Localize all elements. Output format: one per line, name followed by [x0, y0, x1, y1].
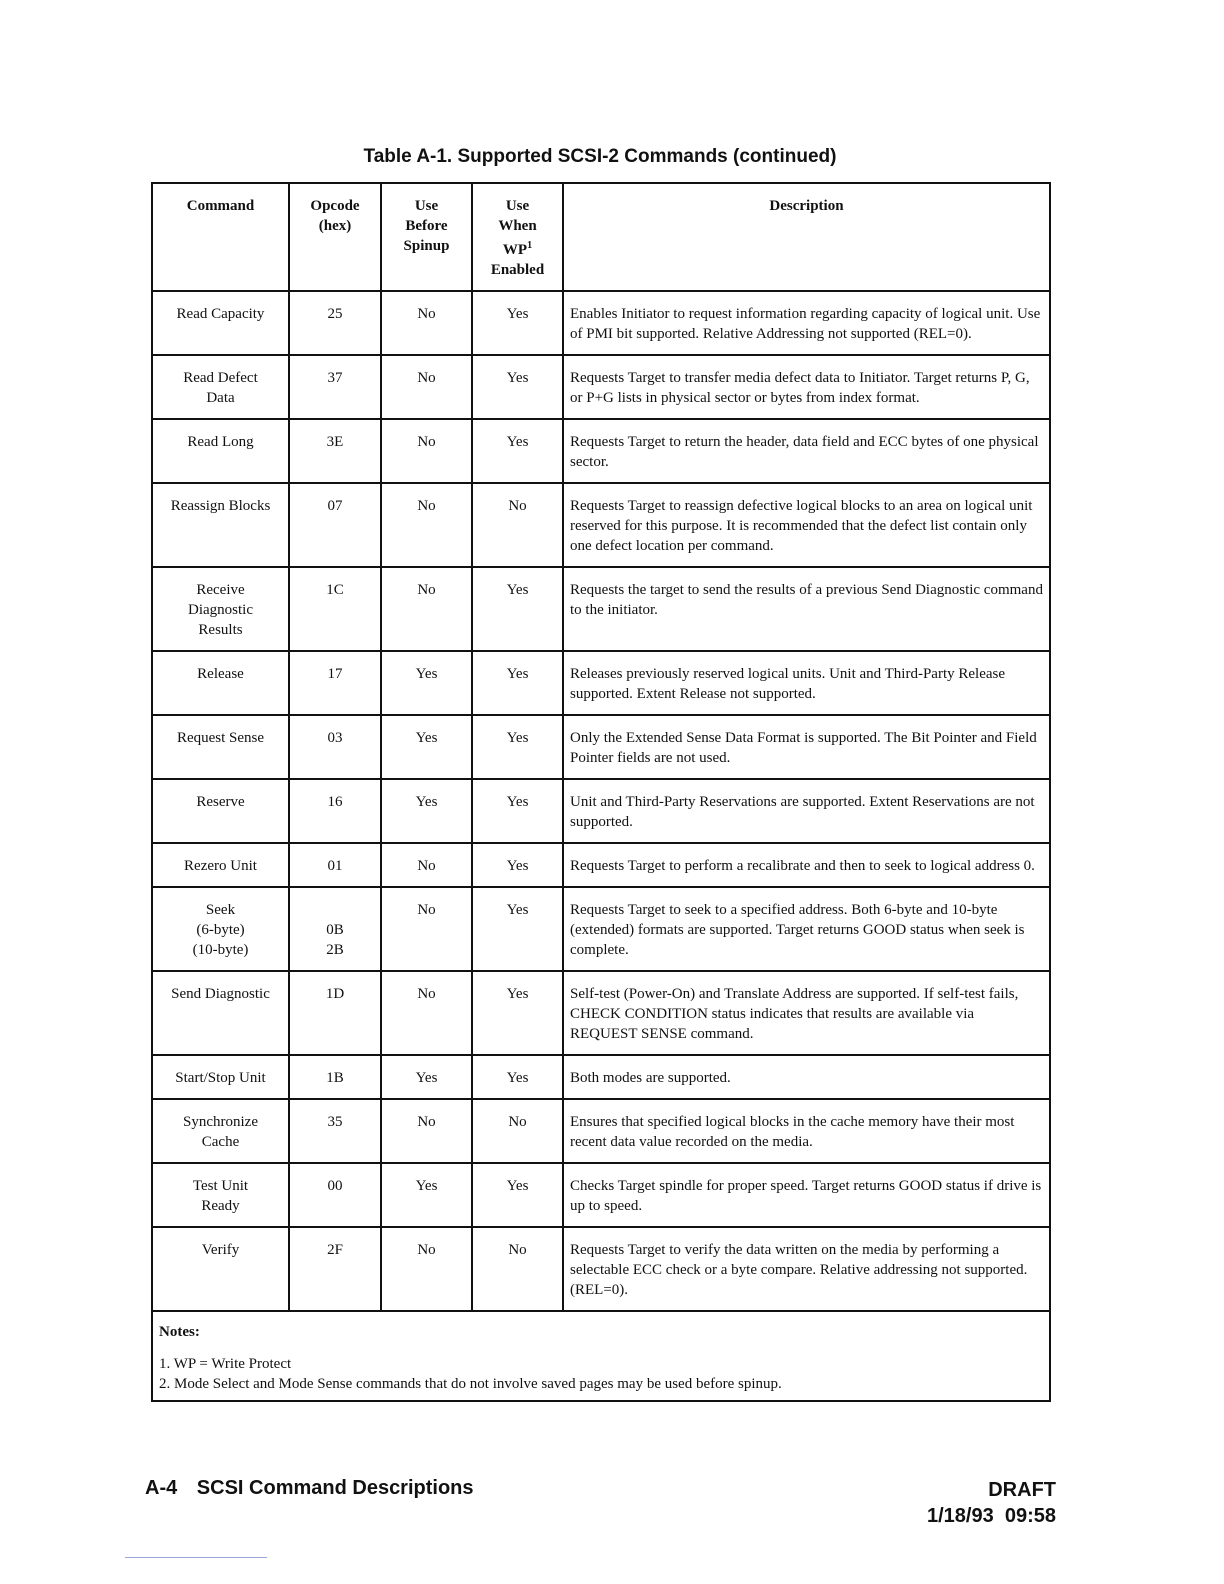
command-cell: Receive Diagnostic Results [152, 567, 289, 651]
description-cell: Unit and Third-Party Reservations are supported. Extent Reservations are not supported. [563, 779, 1050, 843]
use-before-spinup-cell: Yes [381, 651, 472, 715]
table-header-row [152, 183, 1050, 291]
note-item: 2. Mode Select and Mode Sense commands that do not involve saved pages may be used before spinup. [159, 1376, 782, 1392]
use-before-spinup-cell: No [381, 291, 472, 355]
page-edge-mark [125, 1557, 267, 1558]
page-footer-right [927, 1477, 1056, 1529]
opcode-cell: 00 [289, 1163, 381, 1227]
page-footer-left [145, 1477, 474, 1500]
header-use-when-wp-enabled: Use When $WP^1$ Enabled [472, 183, 563, 291]
table-row [152, 715, 1050, 779]
command-cell: Rezero Unit [152, 843, 289, 887]
opcode-cell: 1D [289, 971, 381, 1055]
description-cell: Requests Target to seek to a specified address. Both 6-byte and 10-byte (extended) formats are supported. Target returns GOOD status when seek is complete. [563, 887, 1050, 971]
header-opcode: Opcode (hex) [289, 183, 381, 291]
table-row [152, 843, 1050, 887]
use-when-wp-cell: No [472, 483, 563, 567]
use-before-spinup-cell: No [381, 483, 472, 567]
opcode-cell: 17 [289, 651, 381, 715]
use-before-spinup-cell: Yes [381, 1055, 472, 1099]
use-when-wp-cell: Yes [472, 291, 563, 355]
table-row [152, 355, 1050, 419]
description-cell: Both modes are supported. [563, 1055, 1050, 1099]
use-before-spinup-cell: No [381, 971, 472, 1055]
use-when-wp-cell: Yes [472, 779, 563, 843]
use-before-spinup-cell: No [381, 887, 472, 971]
footnote-marker: 1 [527, 240, 533, 251]
description-cell: Requests Target to verify the data written on the media by performing a selectable ECC check or a byte compare. Relative addressing not supported. (REL=0). [563, 1227, 1050, 1311]
notes [152, 1311, 1050, 1401]
opcode-cell: 25 [289, 291, 381, 355]
opcode-cell: 16 [289, 779, 381, 843]
command-cell: Reassign Blocks [152, 483, 289, 567]
table-row [152, 1163, 1050, 1227]
use-before-spinup-cell: Yes [381, 715, 472, 779]
notes-heading: Notes: [159, 1324, 200, 1340]
page-number: A-4 [145, 1477, 178, 1499]
command-cell: Start/Stop Unit [152, 1055, 289, 1099]
table-row [152, 651, 1050, 715]
description-cell: Ensures that specified logical blocks in the cache memory have their most recent data value recorded on the media. [563, 1099, 1050, 1163]
notes-row [152, 1311, 1050, 1401]
command-cell: Read Long [152, 419, 289, 483]
opcode-cell: 01 [289, 843, 381, 887]
table-row [152, 483, 1050, 567]
opcode-cell: 1C [289, 567, 381, 651]
use-when-wp-cell: Yes [472, 971, 563, 1055]
command-cell: Reserve [152, 779, 289, 843]
table-row [152, 567, 1050, 651]
use-when-wp-cell: Yes [472, 1055, 563, 1099]
use-when-wp-cell: Yes [472, 887, 563, 971]
use-before-spinup-cell: No [381, 1099, 472, 1163]
table-row [152, 1099, 1050, 1163]
use-when-wp-cell: Yes [472, 715, 563, 779]
description-cell: Requests Target to reassign defective logical blocks to an area on logical unit reserved for this purpose. It is recommended that the defect list contain only one defect location per command. [563, 483, 1050, 567]
description-cell: Requests Target to transfer media defect data to Initiator. Target returns P, G, or P+G lists in physical sector or bytes from index format. [563, 355, 1050, 419]
use-before-spinup-cell: No [381, 355, 472, 419]
description-cell: Self-test (Power-On) and Translate Address are supported. If self-test fails, CHECK CONDITION status indicates that results are available via REQUEST SENSE command. [563, 971, 1050, 1055]
command-cell: Send Diagnostic [152, 971, 289, 1055]
use-when-wp-cell: No [472, 1227, 563, 1311]
opcode-cell: 0B 2B [289, 887, 381, 971]
opcode-cell: 03 [289, 715, 381, 779]
table-row [152, 887, 1050, 971]
header-command: Command [152, 183, 289, 291]
use-when-wp-cell: Yes [472, 1163, 563, 1227]
use-before-spinup-cell: No [381, 843, 472, 887]
opcode-cell: 35 [289, 1099, 381, 1163]
draft-timestamp: 1/18/93 09:58 [926, 1505, 1056, 1527]
command-cell: Verify [152, 1227, 289, 1311]
header-description: Description [563, 183, 1050, 291]
table-row [152, 291, 1050, 355]
command-cell: Request Sense [152, 715, 289, 779]
table-row [152, 419, 1050, 483]
table-row [152, 1055, 1050, 1099]
opcode-cell: 3E [289, 419, 381, 483]
use-before-spinup-cell: No [381, 419, 472, 483]
command-cell: Seek (6-byte) (10-byte) [152, 887, 289, 971]
use-when-wp-cell: Yes [472, 843, 563, 887]
description-cell: Requests Target to return the header, data field and ECC bytes of one physical sector. [563, 419, 1050, 483]
description-cell: Enables Initiator to request information regarding capacity of logical unit. Use of PMI bit supported. Relative Addressing not supported (REL=0). [563, 291, 1050, 355]
description-cell: Requests the target to send the results of a previous Send Diagnostic command to the initiator. [563, 567, 1050, 651]
section-title: SCSI Command Descriptions [196, 1477, 474, 1499]
table-row [152, 779, 1050, 843]
opcode-cell: 1B [289, 1055, 381, 1099]
opcode-cell: 2F [289, 1227, 381, 1311]
description-cell: Checks Target spindle for proper speed. Target returns GOOD status if drive is up to speed. [563, 1163, 1050, 1227]
header-use-before-spinup: Use Before Spinup [381, 183, 472, 291]
use-when-wp-cell: Yes [472, 567, 563, 651]
use-before-spinup-cell: Yes [381, 779, 472, 843]
use-before-spinup-cell: No [381, 1227, 472, 1311]
draft-label: DRAFT [988, 1479, 1056, 1501]
use-when-wp-cell: Yes [472, 355, 563, 419]
scsi-commands-table [151, 182, 1051, 1402]
description-cell: Releases previously reserved logical units. Unit and Third-Party Release supported. Extent Release not supported. [563, 651, 1050, 715]
command-cell: Read Defect Data [152, 355, 289, 419]
command-cell: Test Unit Ready [152, 1163, 289, 1227]
command-cell: Release [152, 651, 289, 715]
use-when-wp-cell: No [472, 1099, 563, 1163]
note-item: 1. WP = Write Protect [159, 1356, 292, 1372]
use-when-wp-cell: Yes [472, 419, 563, 483]
table-title: Table A-1. Supported SCSI-2 Commands (continued) [363, 146, 837, 167]
table-row [152, 971, 1050, 1055]
opcode-cell: 37 [289, 355, 381, 419]
use-before-spinup-cell: No [381, 567, 472, 651]
description-cell: Only the Extended Sense Data Format is supported. The Bit Pointer and Field Pointer fields are not used. [563, 715, 1050, 779]
use-before-spinup-cell: Yes [381, 1163, 472, 1227]
command-cell: Synchronize Cache [152, 1099, 289, 1163]
description-cell: Requests Target to perform a recalibrate and then to seek to logical address 0. [563, 843, 1050, 887]
command-cell: Read Capacity [152, 291, 289, 355]
table-row [152, 1227, 1050, 1311]
use-when-wp-cell: Yes [472, 651, 563, 715]
opcode-cell: 07 [289, 483, 381, 567]
